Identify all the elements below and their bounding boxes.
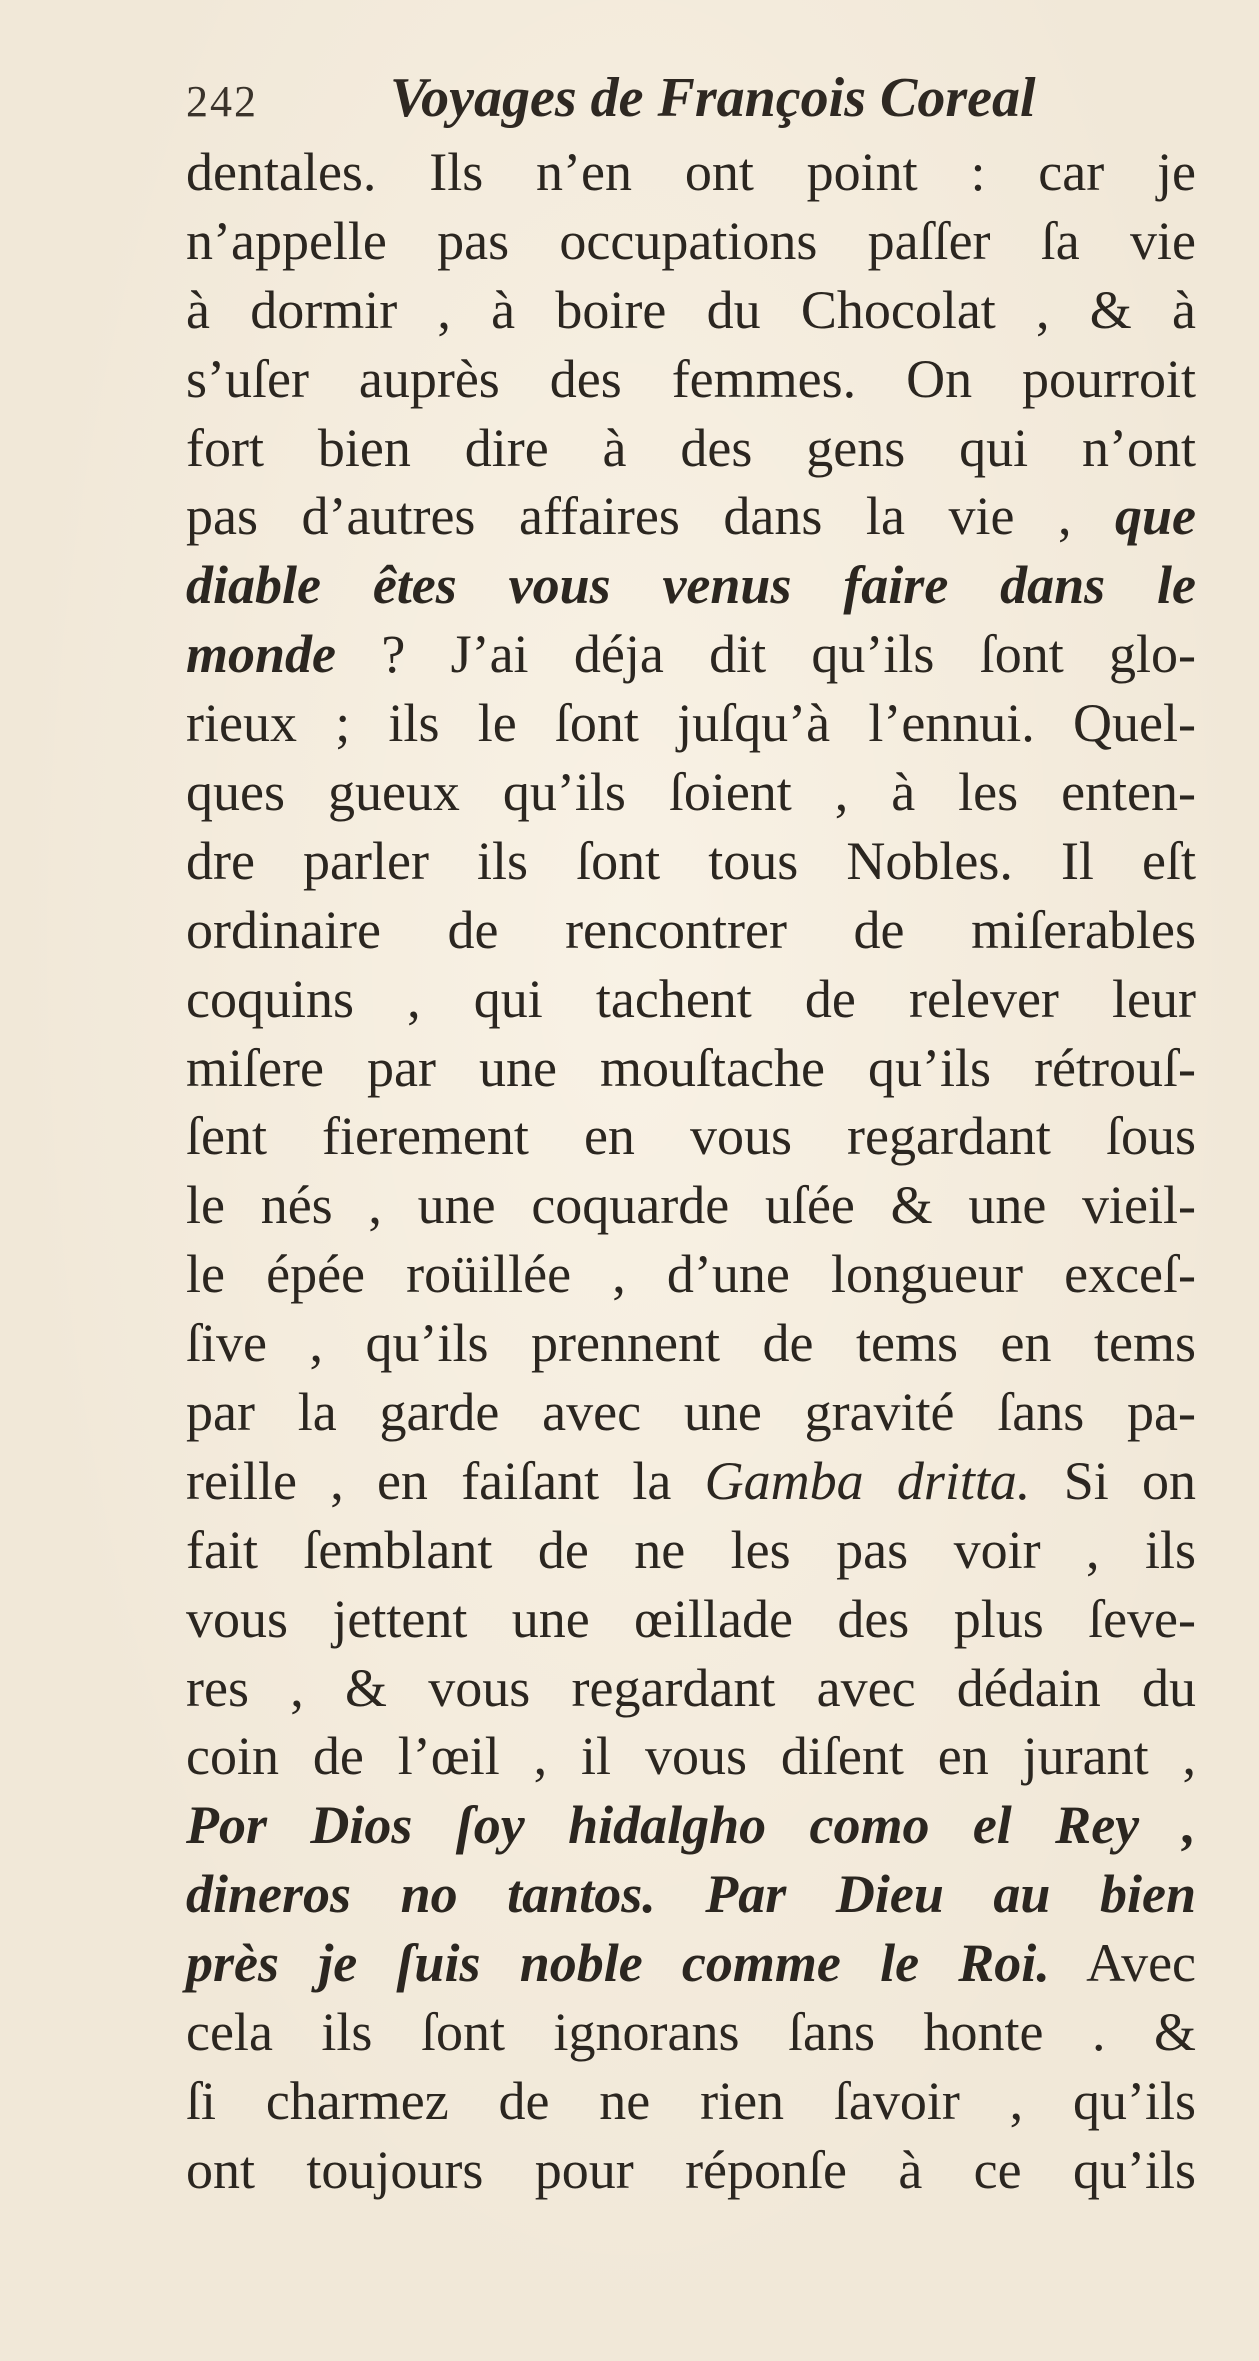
text-line (186, 965, 1196, 1034)
text-line (186, 2136, 1196, 2205)
text-line (186, 1378, 1196, 1447)
text-run: miſere par une mouſtache qu’ils rétrouſ- (186, 1037, 1196, 1098)
text-line (186, 1447, 1196, 1516)
text-line (186, 1791, 1196, 1860)
text-run: près je ſuis noble comme le Roi. (186, 1933, 1050, 1994)
text-line (186, 620, 1196, 689)
text-line (186, 1309, 1196, 1378)
text-line (186, 1929, 1196, 1998)
text-run: diable êtes vous venus faire dans le (186, 555, 1196, 616)
text-line (186, 207, 1196, 276)
text-run: Gamba dritta. (704, 1450, 1031, 1511)
text-line (186, 345, 1196, 414)
text-run: ont toujours pour réponſe à ce qu’ils (186, 2139, 1196, 2200)
text-line (186, 1102, 1196, 1171)
text-run: dineros no tantos. Par Dieu au bien (186, 1864, 1196, 1925)
text-run: n’appelle pas occupations paſſer ſa vie (186, 210, 1196, 271)
text-run: ſive , qu’ils prennent de tems en tems (186, 1313, 1196, 1374)
text-line (186, 758, 1196, 827)
text-line (186, 1860, 1196, 1929)
text-run: ques gueux qu’ils ſoient , à les enten- (186, 762, 1196, 823)
text-run: cela ils ſont ignorans ſans honte . & (186, 2002, 1196, 2063)
text-line (186, 1516, 1196, 1585)
text-line (186, 414, 1196, 483)
text-run: coquins , qui tachent de relever leur (186, 968, 1196, 1029)
text-run: Si on (1030, 1450, 1196, 1511)
text-run: pas d’autres affaires dans la vie , (186, 486, 1115, 547)
text-line (186, 1722, 1196, 1791)
text-line (186, 1034, 1196, 1103)
text-line (186, 482, 1196, 551)
page-header (186, 62, 1086, 142)
text-run: monde (186, 624, 337, 685)
text-run: Avec (1049, 1933, 1197, 1994)
text-line (186, 1998, 1196, 2067)
text-run: à dormir , à boire du Chocolat , & à (186, 279, 1196, 340)
text-line (186, 2067, 1196, 2136)
text-run: rieux ; ils le ſont juſqu’à l’ennui. Quel- (186, 693, 1196, 754)
text-line (186, 896, 1196, 965)
text-run: ſent fierement en vous regardant ſous (186, 1106, 1196, 1167)
text-run: vous jettent une œillade des plus ſeve- (186, 1588, 1196, 1649)
text-run: ſi charmez de ne rien ſavoir , qu’ils (186, 2070, 1196, 2131)
text-run: dre parler ils ſont tous Nobles. Il eſt (186, 830, 1196, 891)
text-run: reille , en faiſant la (186, 1450, 705, 1511)
text-line (186, 276, 1196, 345)
text-run: ? J’ai déja dit qu’ils ſont glo- (336, 624, 1196, 685)
text-run: res , & vous regardant avec dédain du (186, 1657, 1196, 1718)
text-run: s’uſer auprès des femmes. On pourroit (186, 348, 1196, 409)
text-run: dentales. Ils n’en ont point : car je (186, 142, 1196, 202)
text-run: le épée roüillée , d’une longueur exceſ- (186, 1244, 1196, 1305)
running-title: Voyages de François Coreal (390, 67, 1036, 129)
text-line (186, 689, 1196, 758)
text-run: le nés , une coquarde uſée & une vieil- (186, 1175, 1196, 1236)
text-line (186, 1240, 1196, 1309)
page-number: 242 (186, 77, 258, 126)
text-line (186, 551, 1196, 620)
text-run: par la garde avec une gravité ſans pa- (186, 1382, 1196, 1443)
text-run: fort bien dire à des gens qui n’ont (186, 417, 1196, 478)
text-line (186, 1654, 1196, 1723)
text-line (186, 138, 1196, 207)
text-run: Por Dios ſoy hidalgho como el Rey , (186, 1795, 1196, 1856)
text-line (186, 827, 1196, 896)
text-run: coin de l’œil , il vous diſent en jurant , (186, 1726, 1196, 1787)
body-text (186, 138, 1196, 2205)
text-line (186, 1585, 1196, 1654)
text-run: ordinaire de rencontrer de miſerables (186, 899, 1196, 960)
text-line (186, 1171, 1196, 1240)
text-run: fait ſemblant de ne les pas voir , ils (186, 1519, 1196, 1580)
text-run: que (1115, 486, 1196, 547)
